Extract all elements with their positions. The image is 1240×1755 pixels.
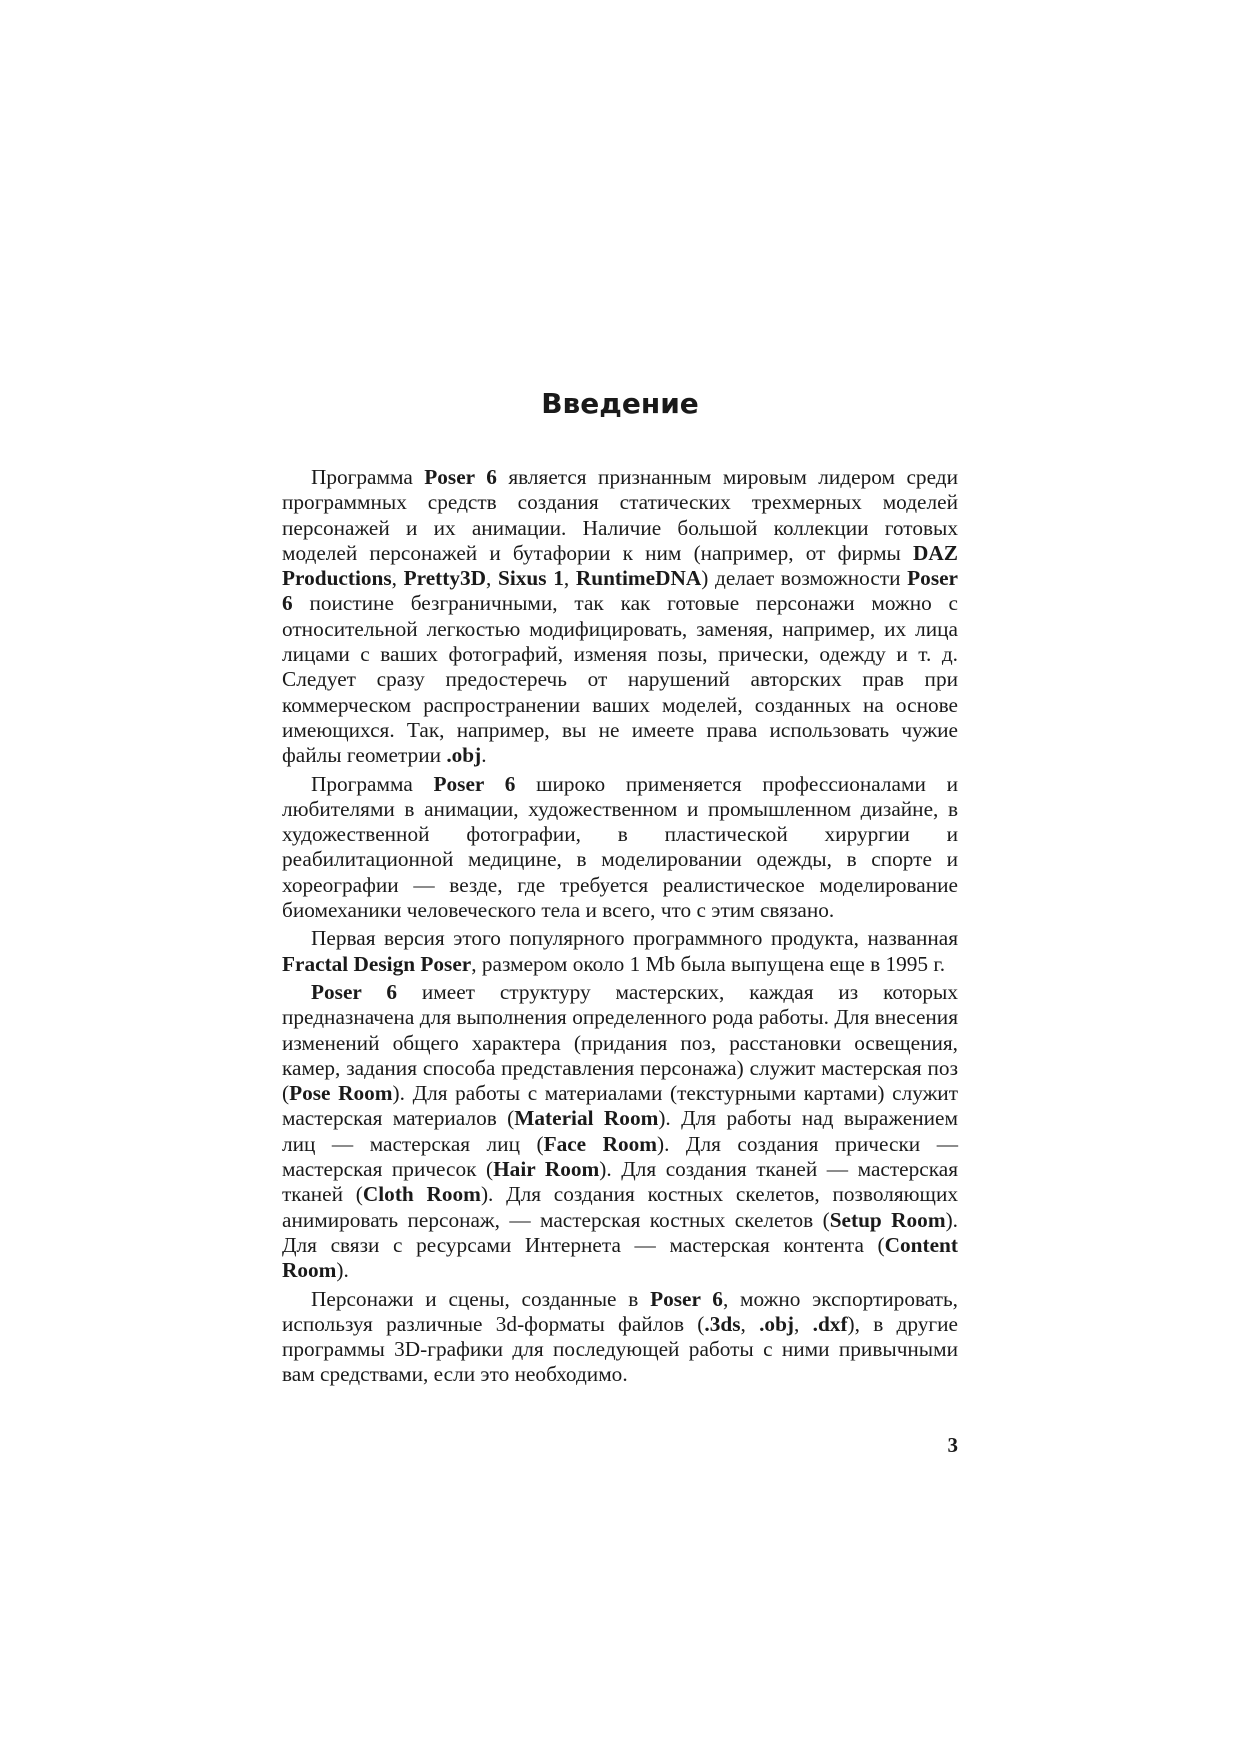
- bold-term: Poser 6: [424, 465, 497, 489]
- bold-term: Poser 6: [282, 566, 959, 616]
- text-run: ). Для работы с материалами (текстурными картами) служит мастерская материалов (: [282, 1081, 959, 1131]
- text-run: .: [481, 743, 487, 768]
- text-run: ). Для создания тканей — мастерская тканей (: [282, 1157, 958, 1207]
- page-number: 3: [947, 1433, 958, 1457]
- page-title: Введение: [541, 387, 699, 420]
- bold-term: .obj: [446, 743, 482, 768]
- bold-term: Cloth Room: [362, 1182, 481, 1207]
- text-run: ,: [563, 566, 576, 591]
- text-run: ,: [391, 566, 404, 591]
- bold-term: .dxf: [812, 1311, 848, 1336]
- bold-term: RuntimeDNA: [575, 566, 702, 591]
- text-run: ,: [740, 1311, 760, 1336]
- bold-term: Poser 6: [650, 1286, 723, 1311]
- bold-term: Sixus 1: [498, 566, 564, 591]
- bold-term: .obj: [759, 1311, 795, 1336]
- bold-term: Fractal Design Poser: [282, 951, 472, 976]
- paragraph: [282, 926, 958, 977]
- text-run: является признанным мировым лидером среди программных средств создания статических трехмерных моделей персонажей и их анимации. Наличие большой коллекции готовых моделей персонажей и бутафории к ним (например, от фирмы: [282, 465, 958, 565]
- paragraph: [282, 980, 958, 1284]
- paragraph: [282, 465, 958, 769]
- bold-term: Setup Room: [829, 1207, 946, 1232]
- text-run: Программа: [311, 465, 425, 489]
- bold-term: Poser 6: [311, 979, 397, 1004]
- bold-term: Poser 6: [433, 771, 516, 796]
- text-run: ). Для создания прически — мастерская причесок (: [282, 1131, 958, 1182]
- text-run: , можно экспортировать, используя различные 3d-форматы файлов (: [282, 1286, 958, 1336]
- bold-term: Content Room: [282, 1232, 958, 1283]
- body-text: [282, 465, 958, 1391]
- paragraph: [282, 772, 958, 924]
- text-run: ). Для работы над выражением лиц — мастерская лиц (: [282, 1106, 958, 1156]
- text-run: , размером около 1 Mb была выпущена еще в 1995 г.: [471, 951, 946, 976]
- bold-term: Pretty3D: [403, 566, 487, 591]
- text-run: ,: [794, 1311, 813, 1336]
- text-run: Программа: [311, 771, 434, 796]
- text-run: ). Для связи с ресурсами Интернета — мастерская контента (: [282, 1207, 958, 1257]
- bold-term: DAZ Productions: [282, 540, 958, 591]
- bold-term: Pose Room: [289, 1081, 393, 1106]
- text-run: Персонажи и сцены, созданные в: [311, 1286, 651, 1311]
- text-run: ,: [486, 566, 499, 591]
- text-run: ).: [336, 1258, 349, 1283]
- bold-term: Hair Room: [493, 1157, 600, 1182]
- paragraph: [282, 1287, 958, 1388]
- text-run: поистине безграничными, так как готовые персонажи можно с относительной легкостью модифицировать, заменяя, например, их лица лицами с ваших фотографий, изменяя позы, прически, одежду и т. д. Следует сразу предостеречь от нарушений авторских прав при коммерческом распространении ваших моделей, созданных на основе имеющихся. Так, например, вы не имеете права использовать чужие файлы геометрии: [282, 591, 958, 768]
- bold-term: .3ds: [704, 1311, 741, 1336]
- bold-term: Face Room: [543, 1131, 658, 1156]
- text-run: ), в другие программы 3D-графики для последующей работы с ними привычными вам средствами, если это необходимо.: [282, 1311, 958, 1387]
- text-run: Первая версия этого популярного программного продукта, названная: [311, 926, 958, 951]
- text-run: имеет структуру мастерских, каждая из которых предназначена для выполнения определенного рода работы. Для внесения изменений общего характера (придания поз, расстановки освещения, камер, задания способа представления персонажа) служит мастерская поз (: [282, 979, 958, 1106]
- text-run: ) делает возможности: [701, 566, 908, 591]
- text-run: ). Для создания костных скелетов, позволяющих анимировать персонаж, — мастерская костных скелетов (: [282, 1182, 958, 1232]
- bold-term: Material Room: [514, 1106, 659, 1131]
- text-run: широко применяется профессионалами и любителями в анимации, художественном и промышленном дизайне, в художественной фотографии, в пластической хирургии и реабилитационной медицине, в моделировании одежды, в спорте и хореографии — везде, где требуется реалистическое моделирование биомеханики человеческого тела и всего, что с этим связано.: [282, 771, 958, 923]
